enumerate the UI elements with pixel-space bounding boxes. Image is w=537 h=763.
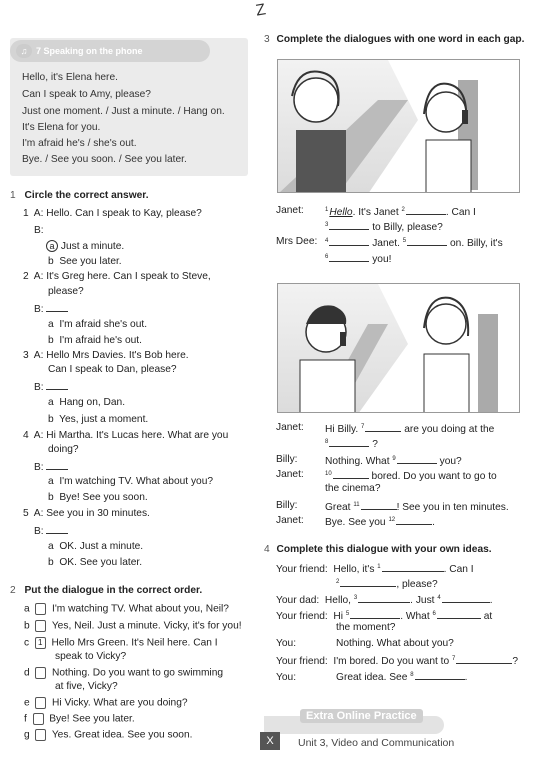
ex1-item-1-b: B: [34,225,44,236]
ex2-heading [10,585,202,596]
d2-janet3-label: Janet: [276,515,304,526]
gap-8[interactable] [329,437,369,447]
gap-11[interactable] [361,500,397,510]
ex4-gap-2[interactable] [340,577,396,587]
order-box [35,697,46,709]
ex2-title: Put the dialogue in the correct order. [24,585,203,596]
unit-footer: Unit 3, Video and Communication [298,737,455,749]
phrase-line: Bye. / See you soon. / See you later. [22,154,187,165]
ex1-item-4-opt-a[interactable]: a I'm watching TV. What about you? [48,476,214,487]
ex4-row-1: Your friend: Hello, it's $^1$ . Can I [276,563,474,575]
d2-billy1-label: Billy: [276,454,298,465]
ex3-number: 3 [264,34,270,45]
ex4-row-4: Your friend: Hi $^5$ . What $^6$ at [276,610,493,622]
order-box [33,713,44,725]
d1-dee-line1: $^4$ Janet. $^5$ on. Billy, it's [325,237,503,249]
ex1-item-3-a2: Can I speak to Dan, please? [48,364,177,375]
ex1-item-1-opt-a[interactable]: a Just a minute. [46,240,124,252]
ex4-gap-6[interactable] [437,609,481,619]
ex4-heading [264,544,492,555]
d1-dee-label: Mrs Dee: [276,236,318,247]
ex1-item-3-opt-a[interactable]: a Hang on, Dan. [48,397,126,408]
d1-dee-line2: $^6$ you! [325,253,392,265]
ex2-number: 2 [10,585,16,596]
page-mark: Z [254,1,268,20]
phrase-line: Can I speak to Amy, please? [22,89,151,100]
ex4-row-7: Your friend: I'm bored. Do you want to $^7$ ? [276,655,519,667]
ex3-heading [264,34,524,45]
gap-2[interactable] [406,205,446,215]
gap-12[interactable] [396,515,432,525]
ex1-item-1-opt-b[interactable]: b See you later. [48,256,122,267]
ex3-title: Complete the dialogues with one word in each gap. [276,34,525,45]
ex1-heading [10,190,149,201]
extra-practice-title[interactable]: Extra Online Practice [300,709,423,723]
gap-7[interactable] [365,422,401,432]
d2-janet2-label: Janet: [276,469,304,480]
phrase-header-title: 7 Speaking on the phone [36,46,143,56]
ex1-item-2-b: B: [34,302,68,315]
ex1-item-5-a: 5 A: See you in 30 minutes. [23,508,150,519]
ex4-title: Complete this dialogue with your own ideas. [276,544,492,555]
d1-janet-line2: $^3$ to Billy, please? [325,221,443,233]
ex1-item-2-a: 2 A: It's Greg here. Can I speak to Steve, [23,271,211,282]
ex2-item-b[interactable]: b Yes, Neil. Just a minute. Vicky, it's for you! [24,620,242,632]
order-box [35,603,46,615]
ex2-item-a[interactable]: a I'm watching TV. What about you, Neil? [24,603,229,615]
d2-billy1-line: Nothing. What $^9$ you? [325,455,462,467]
ex1-item-4-a2: doing? [48,444,79,455]
order-box [35,667,46,679]
ex2-item-g[interactable]: g Yes. Great idea. See you soon. [24,729,193,741]
d1-janet-label: Janet: [276,205,304,216]
ex4-number: 4 [264,544,270,555]
ex1-number: 1 [10,190,16,201]
phrase-line: I'm afraid he's / she's out. [22,138,137,149]
ex1-item-2-a2: please? [48,286,84,297]
d2-billy2-line: Great $^{11}$ ! See you in ten minutes. [325,501,509,513]
ex4-gap-5[interactable] [350,609,400,619]
d2-janet1-line2: $^8$ ? [325,438,378,450]
ex4-gap-1[interactable] [382,562,444,572]
ex1-item-4-opt-b[interactable]: b Bye! See you soon. [48,492,148,503]
d2-billy2-label: Billy: [276,500,298,511]
ex2-item-c[interactable]: c 1 Hello Mrs Green. It's Neil here. Can I [24,637,218,649]
ex4-row-3: Your dad: Hello, $^3$ . Just $^4$ . [276,594,493,606]
ex1-item-5-b: B: [34,524,68,537]
gap-5[interactable] [407,236,447,246]
ex2-item-d[interactable]: d Nothing. Do you want to go swimming [24,667,224,679]
gap-4[interactable] [329,236,369,246]
d1-janet-line1: $^1$Hello. It's Janet $^2$ . Can I [325,206,476,218]
ex1-item-3-opt-b[interactable]: b Yes, just a moment. [48,414,149,425]
ex4-row-5: the moment? [336,622,396,633]
ex4-row-8: You: Great idea. See $^8$ . [276,671,468,683]
ex4-gap-8[interactable] [415,670,465,680]
extra-practice-icon: X [260,732,280,750]
d2-janet2-line1: $^{10}$ bored. Do you want to go to [325,470,497,482]
order-box [35,620,46,632]
gap-6[interactable] [329,252,369,262]
ex4-gap-7[interactable] [456,654,512,664]
gap-3[interactable] [329,220,369,230]
illustration-phone-call-2 [277,283,520,413]
ex4-row-2: $^2$ , please? [336,578,438,590]
ex1-item-5-opt-b[interactable]: b OK. See you later. [48,557,143,568]
ex4-gap-4[interactable] [442,593,490,603]
d2-janet1-label: Janet: [276,422,304,433]
gap-9[interactable] [397,454,437,464]
ex2-item-c-cont: speak to Vicky? [55,651,127,662]
ex1-item-5-opt-a[interactable]: a OK. Just a minute. [48,541,144,552]
ex2-item-f[interactable]: f Bye! See you later. [24,713,135,725]
ex4-gap-3[interactable] [358,593,410,603]
ex1-item-4-a: 4 A: Hi Martha. It's Lucas here. What are you [23,430,229,441]
order-box [35,729,46,741]
ex1-item-3-a: 3 A: Hello Mrs Davies. It's Bob here. [23,350,189,361]
d2-janet2-line2: the cinema? [325,483,381,494]
ex4-row-6: You: Nothing. What about you? [276,638,454,649]
ex1-item-4-b: B: [34,460,68,473]
ex1-item-2-opt-a[interactable]: a I'm afraid she's out. [48,319,148,330]
circled-answer: a [46,240,58,252]
phrase-line: Hello, it's Elena here. [22,72,118,83]
ex1-item-3-b: B: [34,380,68,393]
illustration-phone-call-1 [277,59,520,193]
ex1-item-1-a: 1 A: Hello. Can I speak to Kay, please? [23,208,202,219]
d1-example-answer: Hello [329,207,353,218]
ex1-title: Circle the correct answer. [24,190,149,201]
d2-janet3-line: Bye. See you $^{12}$ . [325,516,435,528]
ex2-item-e[interactable]: e Hi Vicky. What are you doing? [24,697,188,709]
gap-10[interactable] [333,469,369,479]
ex2-item-d-cont: at five, Vicky? [55,681,118,692]
ex1-item-2-opt-b[interactable]: b I'm afraid he's out. [48,335,142,346]
speaker-icon[interactable]: ♫ [16,44,32,58]
d2-janet1-line1: Hi Billy. $^7$ are you doing at the [325,423,495,435]
phrase-line: It's Elena for you. [22,122,101,133]
phrase-line: Just one moment. / Just a minute. / Hang on. [22,106,225,117]
order-box: 1 [35,637,46,649]
